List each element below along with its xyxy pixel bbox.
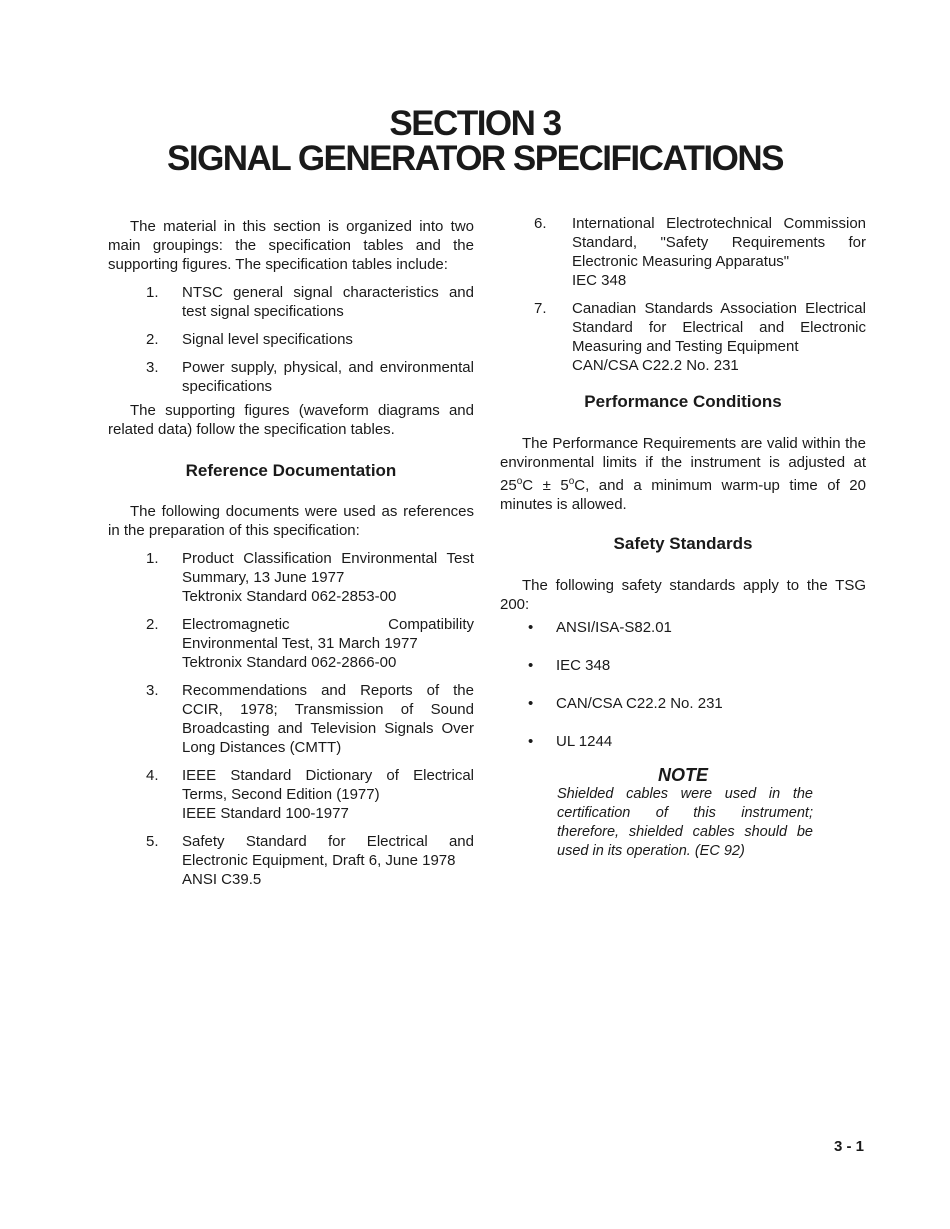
list-item bbox=[500, 618, 866, 656]
list-text bbox=[182, 832, 474, 889]
reference-standard: Tektronix Standard 062-2853-00 bbox=[182, 588, 397, 605]
list-number: 2. bbox=[146, 331, 159, 348]
list-text: ANSI/ISA-S82.01 bbox=[556, 619, 672, 636]
note-heading: NOTE bbox=[657, 765, 708, 785]
reference-list bbox=[108, 549, 474, 889]
bullet-icon: • bbox=[528, 657, 534, 674]
list-number: 6. bbox=[534, 215, 547, 232]
list-number: 4. bbox=[146, 767, 159, 784]
reference-documentation-heading: Reference Documentation bbox=[185, 461, 397, 480]
list-text: Power supply, physical, and environmental specifications bbox=[182, 359, 474, 395]
reference-standard: Tektronix Standard 062-2866-00 bbox=[182, 654, 397, 671]
degree-symbol: o bbox=[568, 476, 575, 487]
list-number: 1. bbox=[146, 284, 159, 301]
figures-paragraph: The supporting figures (waveform diagrams and related data) follow the specification tables. bbox=[108, 402, 474, 438]
list-item bbox=[108, 549, 474, 606]
list-item bbox=[108, 283, 474, 321]
intro-paragraph: The material in this section is organized into two main groupings: the specification tables and the supporting figures. The specification tables include: bbox=[108, 218, 474, 273]
list-text: UL 1244 bbox=[556, 733, 613, 750]
right-column bbox=[500, 214, 866, 876]
list-text bbox=[182, 681, 474, 757]
left-column bbox=[108, 217, 474, 889]
note-text: Shielded cables were used in the certification of this instrument; therefore, shielded cables should be used in its operation. (EC 92) bbox=[557, 786, 813, 859]
list-item bbox=[108, 766, 474, 823]
reference-intro-paragraph: The following documents were used as references in the preparation of this specification: bbox=[108, 503, 474, 539]
list-number: 5. bbox=[146, 833, 159, 850]
reference-standard: IEEE Standard 100-1977 bbox=[182, 805, 349, 822]
list-item bbox=[108, 832, 474, 889]
list-item bbox=[108, 615, 474, 672]
list-text bbox=[572, 299, 866, 375]
performance-text-c: C, and a minimum warm-up time of 20 minutes is allowed. bbox=[500, 477, 866, 513]
list-item bbox=[500, 694, 866, 732]
list-item bbox=[108, 358, 474, 396]
reference-list-continued bbox=[500, 214, 866, 375]
list-item bbox=[500, 656, 866, 694]
reference-title: IEEE Standard Dictionary of Electrical Terms, Second Edition (1977) bbox=[182, 767, 474, 803]
reference-title: Canadian Standards Association Electrical Standard for Electrical and Electronic Measuring and Testing Equipment bbox=[572, 300, 866, 355]
list-item bbox=[108, 681, 474, 757]
list-text: IEC 348 bbox=[556, 657, 611, 674]
list-text: CAN/CSA C22.2 No. 231 bbox=[556, 695, 723, 712]
performance-text-b: C ± 5 bbox=[522, 477, 569, 494]
list-text bbox=[182, 615, 474, 672]
list-text bbox=[572, 214, 866, 290]
list-text bbox=[182, 766, 474, 823]
list-number: 3. bbox=[146, 359, 159, 376]
reference-title: Electromagnetic Compatibility Environmental Test, 31 March 1977 bbox=[182, 616, 474, 652]
list-text: NTSC general signal characteristics and test signal specifications bbox=[182, 284, 474, 320]
list-item bbox=[108, 330, 474, 349]
performance-paragraph bbox=[500, 434, 866, 514]
reference-standard: ANSI C39.5 bbox=[182, 871, 262, 888]
list-number: 2. bbox=[146, 616, 159, 633]
reference-standard: IEC 348 bbox=[572, 272, 627, 289]
section-title-heading: SIGNAL GENERATOR SPECIFICATIONS bbox=[167, 139, 783, 178]
list-number: 7. bbox=[534, 300, 547, 317]
performance-conditions-heading: Performance Conditions bbox=[584, 392, 782, 411]
bullet-icon: • bbox=[528, 619, 534, 636]
spec-tables-list bbox=[108, 283, 474, 396]
reference-standard: CAN/CSA C22.2 No. 231 bbox=[572, 357, 739, 374]
bullet-icon: • bbox=[528, 695, 534, 712]
page-title-block bbox=[0, 106, 950, 176]
list-text bbox=[182, 549, 474, 606]
safety-standards-list bbox=[500, 618, 866, 770]
list-text: Signal level specifications bbox=[182, 331, 353, 348]
reference-title: Safety Standard for Electrical and Electronic Equipment, Draft 6, June 1978 bbox=[182, 833, 474, 869]
safety-standards-heading: Safety Standards bbox=[613, 534, 753, 553]
reference-title: Recommendations and Reports of the CCIR, 1978; Transmission of Sound Broadcasting and Television Signals Over Long Distances (CMTT) bbox=[182, 682, 474, 756]
degree-symbol: o bbox=[516, 476, 523, 487]
reference-title: Product Classification Environmental Test Summary, 13 June 1977 bbox=[182, 550, 474, 586]
list-item bbox=[500, 299, 866, 375]
performance-text-a: The Performance Requirements are valid within the environmental limits if the instrument is adjusted at 25 bbox=[500, 435, 866, 494]
list-number: 1. bbox=[146, 550, 159, 567]
page-number: 3 - 1 bbox=[834, 1138, 865, 1155]
bullet-icon: • bbox=[528, 733, 534, 750]
reference-title: International Electrotechnical Commission Standard, "Safety Requirements for Electronic Measuring Apparatus" bbox=[572, 215, 866, 270]
safety-intro-paragraph: The following safety standards apply to the TSG 200: bbox=[500, 577, 866, 613]
list-item bbox=[500, 214, 866, 290]
section-number-heading: SECTION 3 bbox=[389, 104, 561, 143]
list-number: 3. bbox=[146, 682, 159, 699]
